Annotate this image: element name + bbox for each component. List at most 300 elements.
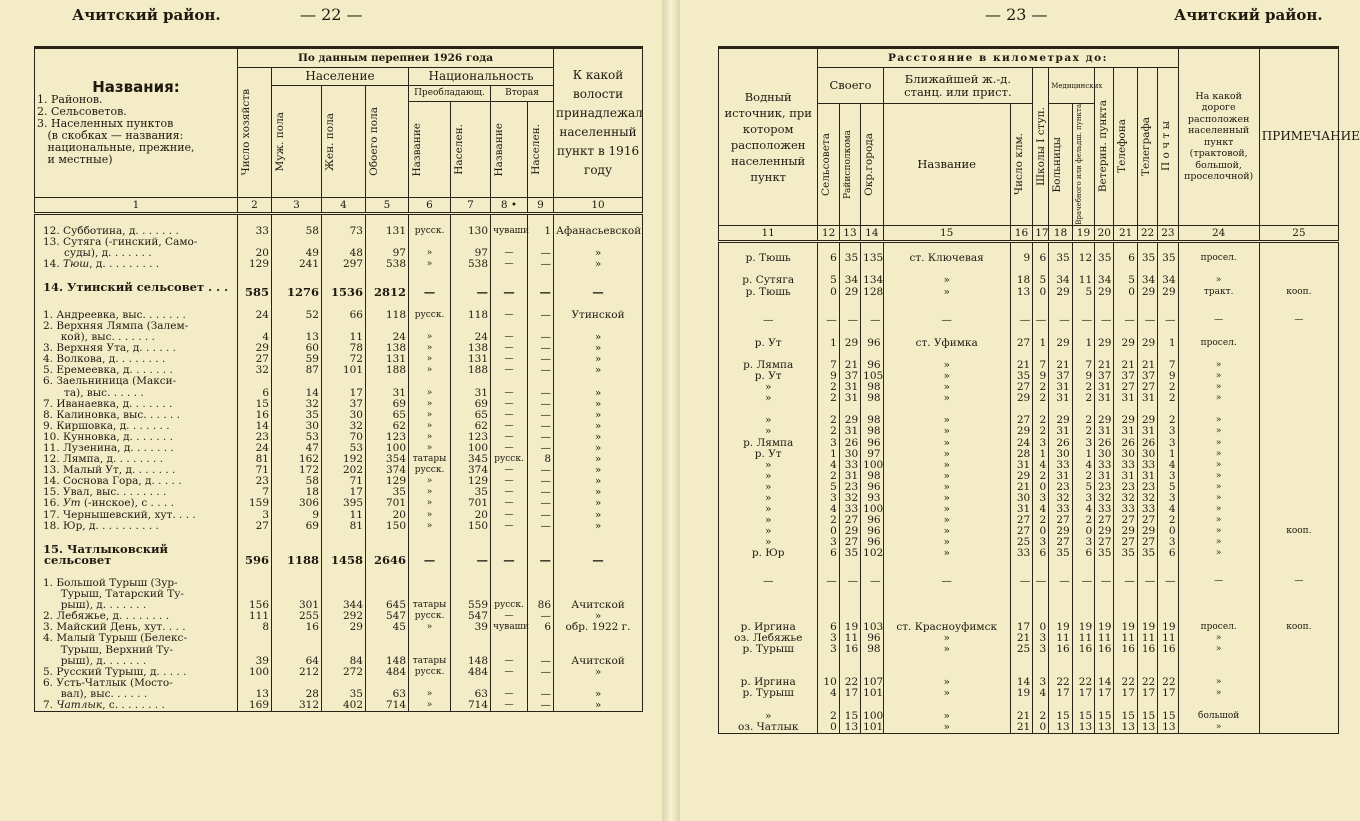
column-number: 2 xyxy=(238,198,272,214)
column-number: 21 xyxy=(1114,225,1138,241)
cell-hosp: 31 xyxy=(1049,471,1073,482)
cell-tg: 23 xyxy=(1137,482,1157,493)
column-number: 3 xyxy=(272,198,322,214)
cell-road: » xyxy=(1178,548,1259,559)
cell-n1: » xyxy=(409,343,451,354)
cell-n2: чуваши xyxy=(491,622,528,633)
cell-n1: » xyxy=(409,259,451,270)
distance-cell: 101 xyxy=(861,722,883,734)
cell-road: » xyxy=(1178,722,1259,734)
cell-note xyxy=(1259,264,1338,286)
cell-vol: » xyxy=(554,443,643,454)
empty-cell xyxy=(1072,588,1094,600)
settlement-name: 2. Лебяжье, д. . . . . . . . xyxy=(35,611,238,622)
cell-hh: 3 xyxy=(238,510,272,521)
distance-cell: 33 xyxy=(839,460,860,471)
column-numbers-row xyxy=(35,198,643,214)
distance-cell: 17 xyxy=(839,688,860,699)
empty-cell xyxy=(1095,326,1114,338)
distance-cell: 27 xyxy=(839,515,860,526)
distance-cell: 32 xyxy=(839,493,860,504)
rail-station: » xyxy=(883,537,1010,548)
cell-sch: — xyxy=(1033,572,1049,588)
distance-cell: 96 xyxy=(861,537,883,548)
distance-cell: 98 xyxy=(861,382,883,393)
empty-cell xyxy=(1178,588,1259,600)
cell-hosp: 21 xyxy=(1049,349,1073,371)
vrach-header: Врачебного или фельдш. пункта xyxy=(1072,104,1094,226)
spacer-row xyxy=(719,588,1339,600)
cell-po: 11 xyxy=(1158,633,1178,644)
cell-n2: — xyxy=(491,667,528,678)
cell-m: 52 xyxy=(272,310,322,321)
distance-cell: 2 xyxy=(818,699,839,721)
cell-p1: 100 xyxy=(451,443,491,454)
cell-hosp: 11 xyxy=(1049,633,1073,644)
distance-cell: 98 xyxy=(861,471,883,482)
selsovet-header: Сельсовета xyxy=(818,104,839,226)
column-number: 12 xyxy=(818,225,839,241)
cell-hosp: 19 xyxy=(1049,600,1073,633)
cell-hh: 156 xyxy=(238,578,272,611)
water-source: » xyxy=(719,699,818,721)
cell-f: 272 xyxy=(322,667,366,678)
cell-hosp: 17 xyxy=(1049,688,1073,699)
cell-vol: » xyxy=(554,476,643,487)
cell-tg: 31 xyxy=(1137,393,1157,404)
rail-station: » xyxy=(883,504,1010,515)
cell-km: — xyxy=(1010,572,1032,588)
distance-cell: 31 xyxy=(839,393,860,404)
distance-cell: 98 xyxy=(861,644,883,655)
distance-cell: 37 xyxy=(839,371,860,382)
cell-po: 16 xyxy=(1158,644,1178,655)
distance-cell: 6 xyxy=(818,253,839,264)
cell-km: 30 xyxy=(1010,493,1032,504)
cell-n1: » xyxy=(409,700,451,712)
empty-cell xyxy=(322,214,366,226)
cell-p2: — xyxy=(528,376,554,398)
spacer-row xyxy=(719,298,1339,310)
cell-sch: 0 xyxy=(1033,526,1049,537)
table-row xyxy=(719,253,1339,264)
cell-hh: 24 xyxy=(238,443,272,454)
cell-hosp: 30 xyxy=(1049,449,1073,460)
cell-hosp: 29 xyxy=(1049,526,1073,537)
empty-cell xyxy=(839,298,860,310)
cell-n2: — xyxy=(491,510,528,521)
water-source: » xyxy=(719,526,818,537)
rail-station: ст. Красноуфимск xyxy=(883,600,1010,633)
cell-sch: 3 xyxy=(1033,655,1049,688)
cell-vr: 7 xyxy=(1072,349,1094,371)
male-header: Муж. пола xyxy=(272,86,322,198)
distance-cell: 96 xyxy=(861,338,883,349)
empty-cell xyxy=(1033,588,1049,600)
cell-n1: » xyxy=(409,510,451,521)
distance-cell: 105 xyxy=(861,371,883,382)
column-number: 19 xyxy=(1072,225,1094,241)
cell-n2: — xyxy=(491,544,528,566)
cell-p1: 129 xyxy=(451,476,491,487)
empty-cell xyxy=(1010,298,1032,310)
cell-t: 714 xyxy=(366,700,409,712)
cell-p2: — xyxy=(528,343,554,354)
cell-vol: » xyxy=(554,667,643,678)
cell-vet: 27 xyxy=(1095,515,1114,526)
cell-n2: — xyxy=(491,611,528,622)
cell-po: 3 xyxy=(1158,537,1178,548)
cell-tg: 29 xyxy=(1137,526,1157,537)
empty-cell xyxy=(35,214,238,226)
cell-hh: 33 xyxy=(238,226,272,237)
distance-cell: 96 xyxy=(861,515,883,526)
cell-t: 645 xyxy=(366,578,409,611)
cell-po: 35 xyxy=(1158,253,1178,264)
cell-vr: — xyxy=(1072,572,1094,588)
cell-vet: — xyxy=(1095,310,1114,326)
cell-hosp: 31 xyxy=(1049,393,1073,404)
cell-tg: 34 xyxy=(1137,264,1157,286)
cell-f: 29 xyxy=(322,622,366,633)
empty-cell xyxy=(1158,326,1178,338)
cell-n2: — xyxy=(491,343,528,354)
cell-sch: 4 xyxy=(1033,688,1049,699)
rail-station: » xyxy=(883,382,1010,393)
settlement-name: 12. Субботина, д. . . . . . . xyxy=(35,226,238,237)
water-source: » xyxy=(719,515,818,526)
cell-tg: 15 xyxy=(1137,699,1157,721)
cell-ph: 22 xyxy=(1114,655,1138,688)
cell-p2: — xyxy=(528,544,554,566)
empty-cell xyxy=(491,298,528,310)
book-gutter xyxy=(662,0,680,821)
cell-km: 24 xyxy=(1010,438,1032,449)
cell-ph: 27 xyxy=(1114,515,1138,526)
distance-cell: 26 xyxy=(839,438,860,449)
cell-t: 62 xyxy=(366,421,409,432)
empty-cell xyxy=(491,566,528,578)
cell-t: 538 xyxy=(366,259,409,270)
rail-station: ст. Уфимка xyxy=(883,338,1010,349)
cell-hh: 16 xyxy=(238,410,272,421)
settlement-name: 13. Малый Ут, д. . . . . . . xyxy=(35,465,238,476)
settlement-name: 17. Чернышевский, хут. . . . xyxy=(35,510,238,521)
distance-cell: 98 xyxy=(861,426,883,437)
empty-cell xyxy=(1114,326,1138,338)
cell-m: 47 xyxy=(272,443,322,454)
cell-hh: 27 xyxy=(238,521,272,532)
cell-f: 81 xyxy=(322,521,366,532)
distance-cell: 31 xyxy=(839,382,860,393)
cell-vr: 5 xyxy=(1072,287,1094,298)
empty-cell xyxy=(1114,560,1138,572)
distance-cell: 2 xyxy=(818,471,839,482)
distance-cell: 3 xyxy=(818,493,839,504)
column-number: 7 xyxy=(451,198,491,214)
rail-name-header: Название xyxy=(883,104,1010,226)
cell-note xyxy=(1259,699,1338,721)
cell-n1: » xyxy=(409,321,451,343)
rail-station: » xyxy=(883,722,1010,734)
cell-n1: » xyxy=(409,678,451,700)
cell-note xyxy=(1259,722,1338,734)
table-row xyxy=(719,349,1339,371)
predominant-header: Преобладающ. xyxy=(409,86,491,102)
cell-hosp: 29 xyxy=(1049,338,1073,349)
settlement-name: 4. Волкова, д. . . . . . . . xyxy=(35,354,238,365)
table-row xyxy=(719,644,1339,655)
cell-hosp: 33 xyxy=(1049,504,1073,515)
settlement-name: 3. Майский День, хут. . . . xyxy=(35,622,238,633)
rail-station: » xyxy=(883,526,1010,537)
cell-note: кооп. xyxy=(1259,526,1338,537)
cell-km: 33 xyxy=(1010,548,1032,559)
cell-km: 19 xyxy=(1010,688,1032,699)
water-source: — xyxy=(719,310,818,326)
cell-vr: 22 xyxy=(1072,655,1094,688)
census-header: По данным перепиеи 1926 года xyxy=(238,48,554,68)
cell-note xyxy=(1259,655,1338,688)
distance-cell: 4 xyxy=(818,504,839,515)
empty-cell xyxy=(366,532,409,544)
cell-note: — xyxy=(1259,310,1338,326)
distance-cell: 35 xyxy=(839,548,860,559)
cell-sch: 2 xyxy=(1033,426,1049,437)
cell-vet: 33 xyxy=(1095,504,1114,515)
empty-cell xyxy=(409,298,451,310)
rail-station: » xyxy=(883,404,1010,426)
cell-f: 1458 xyxy=(322,544,366,566)
cell-t: 131 xyxy=(366,354,409,365)
distance-cell: 2 xyxy=(818,393,839,404)
table-row xyxy=(719,600,1339,633)
distance-cell: 3 xyxy=(818,633,839,644)
empty-cell xyxy=(238,214,272,226)
settlement-name: 14. Тюш, д. . . . . . . . . xyxy=(35,259,238,270)
cell-road: » xyxy=(1178,471,1259,482)
empty-cell xyxy=(818,588,839,600)
cell-tg: 33 xyxy=(1137,460,1157,471)
cell-km: 17 xyxy=(1010,600,1032,633)
cell-hosp: 31 xyxy=(1049,426,1073,437)
column-number: 16 xyxy=(1010,225,1032,241)
cell-sch: 0 xyxy=(1033,600,1049,633)
cell-note xyxy=(1259,537,1338,548)
empty-cell xyxy=(1259,241,1338,253)
cell-p2: — xyxy=(528,237,554,259)
cell-hh: 15 xyxy=(238,399,272,410)
empty-cell xyxy=(322,532,366,544)
names-description: 1. Районов. 2. Сельсоветов. 3. Населенных пунктов (в скобках — названия: национальные, прежние, и местные) xyxy=(37,92,195,166)
settlement-name: 14. Соснова Гора, д. . . . . xyxy=(35,476,238,487)
empty-cell xyxy=(528,566,554,578)
cell-p2: 86 xyxy=(528,578,554,611)
cell-road: » xyxy=(1178,404,1259,426)
table-row xyxy=(35,498,643,509)
settlement-name: 16. Ут (-инское), с . . . . xyxy=(35,498,238,509)
cell-note xyxy=(1259,644,1338,655)
cell-ph: 6 xyxy=(1114,253,1138,264)
distance-cell: 29 xyxy=(839,404,860,426)
left-table-body xyxy=(35,214,643,712)
cell-n2: — xyxy=(491,282,528,298)
rail-station: ст. Ключевая xyxy=(883,253,1010,264)
cell-p2: — xyxy=(528,421,554,432)
cell-n1: » xyxy=(409,354,451,365)
water-source: » xyxy=(719,460,818,471)
settlement-name: 7. Иванаевка, д. . . . . . . xyxy=(35,399,238,410)
water-source: р. Тюшь xyxy=(719,253,818,264)
cell-p2: — xyxy=(528,487,554,498)
empty-cell xyxy=(409,214,451,226)
cell-hh: 71 xyxy=(238,465,272,476)
cell-km: 9 xyxy=(1010,253,1032,264)
cell-f: 344 xyxy=(322,578,366,611)
empty-cell xyxy=(818,560,839,572)
distance-cell: 3 xyxy=(818,537,839,548)
cell-ph: 5 xyxy=(1114,264,1138,286)
cell-note xyxy=(1259,404,1338,426)
cell-f: 48 xyxy=(322,237,366,259)
cell-km: 27 xyxy=(1010,526,1032,537)
cell-vr: 1 xyxy=(1072,449,1094,460)
cell-sch: 3 xyxy=(1033,438,1049,449)
table-row xyxy=(719,426,1339,437)
cell-tg: — xyxy=(1137,572,1157,588)
cell-vr: 16 xyxy=(1072,644,1094,655)
distance-cell: 98 xyxy=(861,404,883,426)
cell-p2: — xyxy=(528,259,554,270)
cell-vr: 2 xyxy=(1072,426,1094,437)
empty-cell xyxy=(366,214,409,226)
cell-vol: » xyxy=(554,510,643,521)
post-header: П о ч т ы xyxy=(1158,68,1178,226)
settlement-name: 15. Чатлыковский сельсовет xyxy=(35,544,238,566)
cell-f: 402 xyxy=(322,700,366,712)
cell-km: 27 xyxy=(1010,338,1032,349)
cell-km: 29 xyxy=(1010,426,1032,437)
cell-vet: 32 xyxy=(1095,493,1114,504)
cell-note xyxy=(1259,393,1338,404)
cell-n2: — xyxy=(491,237,528,259)
cell-m: 58 xyxy=(272,476,322,487)
phone-header: Телефона xyxy=(1114,68,1138,226)
cell-po: 19 xyxy=(1158,600,1178,633)
cell-vol: Ачитской xyxy=(554,578,643,611)
cell-sch: 2 xyxy=(1033,699,1049,721)
cell-p1: 39 xyxy=(451,622,491,633)
cell-p1: 484 xyxy=(451,667,491,678)
rail-station: » xyxy=(883,515,1010,526)
cell-po: — xyxy=(1158,572,1178,588)
distance-cell: — xyxy=(861,310,883,326)
cell-vet: 35 xyxy=(1095,253,1114,264)
empty-cell xyxy=(1010,588,1032,600)
cell-p2: — xyxy=(528,282,554,298)
empty-cell xyxy=(1158,560,1178,572)
cell-n2: — xyxy=(491,521,528,532)
distance-cell: 29 xyxy=(839,338,860,349)
cell-n2: — xyxy=(491,321,528,343)
cell-vol: » xyxy=(554,376,643,398)
cell-t: 138 xyxy=(366,343,409,354)
cell-tg: 16 xyxy=(1137,644,1157,655)
empty-cell xyxy=(1137,298,1157,310)
cell-f: 35 xyxy=(322,678,366,700)
cell-vet: 16 xyxy=(1095,644,1114,655)
distance-cell: 0 xyxy=(818,526,839,537)
cell-p1: 97 xyxy=(451,237,491,259)
raion-header: Райисполкома xyxy=(839,104,860,226)
cell-f: 72 xyxy=(322,354,366,365)
cell-p1: 148 xyxy=(451,633,491,666)
settlement-name: 5. Русский Турыш, д. . . . . xyxy=(35,667,238,678)
cell-hosp: 34 xyxy=(1049,264,1073,286)
water-source: » xyxy=(719,426,818,437)
water-source: оз. Лебяжье xyxy=(719,633,818,644)
cell-ph: 19 xyxy=(1114,600,1138,633)
left-page-number: — 22 — xyxy=(300,5,363,24)
cell-t: 701 xyxy=(366,498,409,509)
empty-cell xyxy=(554,214,643,226)
cell-vol: » xyxy=(554,410,643,421)
cell-p1: 31 xyxy=(451,376,491,398)
empty-cell xyxy=(861,560,883,572)
cell-n1: — xyxy=(409,282,451,298)
cell-vr: 5 xyxy=(1072,482,1094,493)
cell-n1: татары xyxy=(409,454,451,465)
distance-cell: 135 xyxy=(861,253,883,264)
cell-p1: 188 xyxy=(451,365,491,376)
cell-ph: 29 xyxy=(1114,338,1138,349)
empty-cell xyxy=(1178,298,1259,310)
table-row xyxy=(35,578,643,611)
settlement-name: 14. Утинский сельсовет . . . xyxy=(35,282,238,298)
distance-cell: 0 xyxy=(818,287,839,298)
cell-vol: » xyxy=(554,611,643,622)
empty-cell xyxy=(491,214,528,226)
table-row xyxy=(35,678,643,700)
cell-p1: 69 xyxy=(451,399,491,410)
nat2-name-header: Название xyxy=(491,102,528,198)
vet-header: Ветерин. пункта xyxy=(1095,68,1114,226)
cell-km: 35 xyxy=(1010,371,1032,382)
rail-station: » xyxy=(883,633,1010,644)
distance-cell: 2 xyxy=(818,426,839,437)
distance-cell: 9 xyxy=(818,371,839,382)
cell-n1: » xyxy=(409,399,451,410)
cell-f: 53 xyxy=(322,443,366,454)
cell-road: тракт. xyxy=(1178,287,1259,298)
right-table-body xyxy=(719,241,1339,733)
spacer-row xyxy=(719,560,1339,572)
cell-t: 547 xyxy=(366,611,409,622)
cell-vr: — xyxy=(1072,310,1094,326)
cell-road: большой xyxy=(1178,699,1259,721)
cell-hosp: 27 xyxy=(1049,515,1073,526)
distance-cell: 15 xyxy=(839,699,860,721)
rail-station: » xyxy=(883,482,1010,493)
settlements-distance-table xyxy=(718,46,1360,734)
settlement-name: 5. Еремеевка, д. . . . . . . xyxy=(35,365,238,376)
cell-km: 21 xyxy=(1010,633,1032,644)
empty-cell xyxy=(861,298,883,310)
water-source: » xyxy=(719,504,818,515)
cell-p2: — xyxy=(528,633,554,666)
road-header: На какой дороге расположен населенный пункт (трактовой, большой, проселочной) xyxy=(1178,48,1259,226)
cell-n2: — xyxy=(491,365,528,376)
